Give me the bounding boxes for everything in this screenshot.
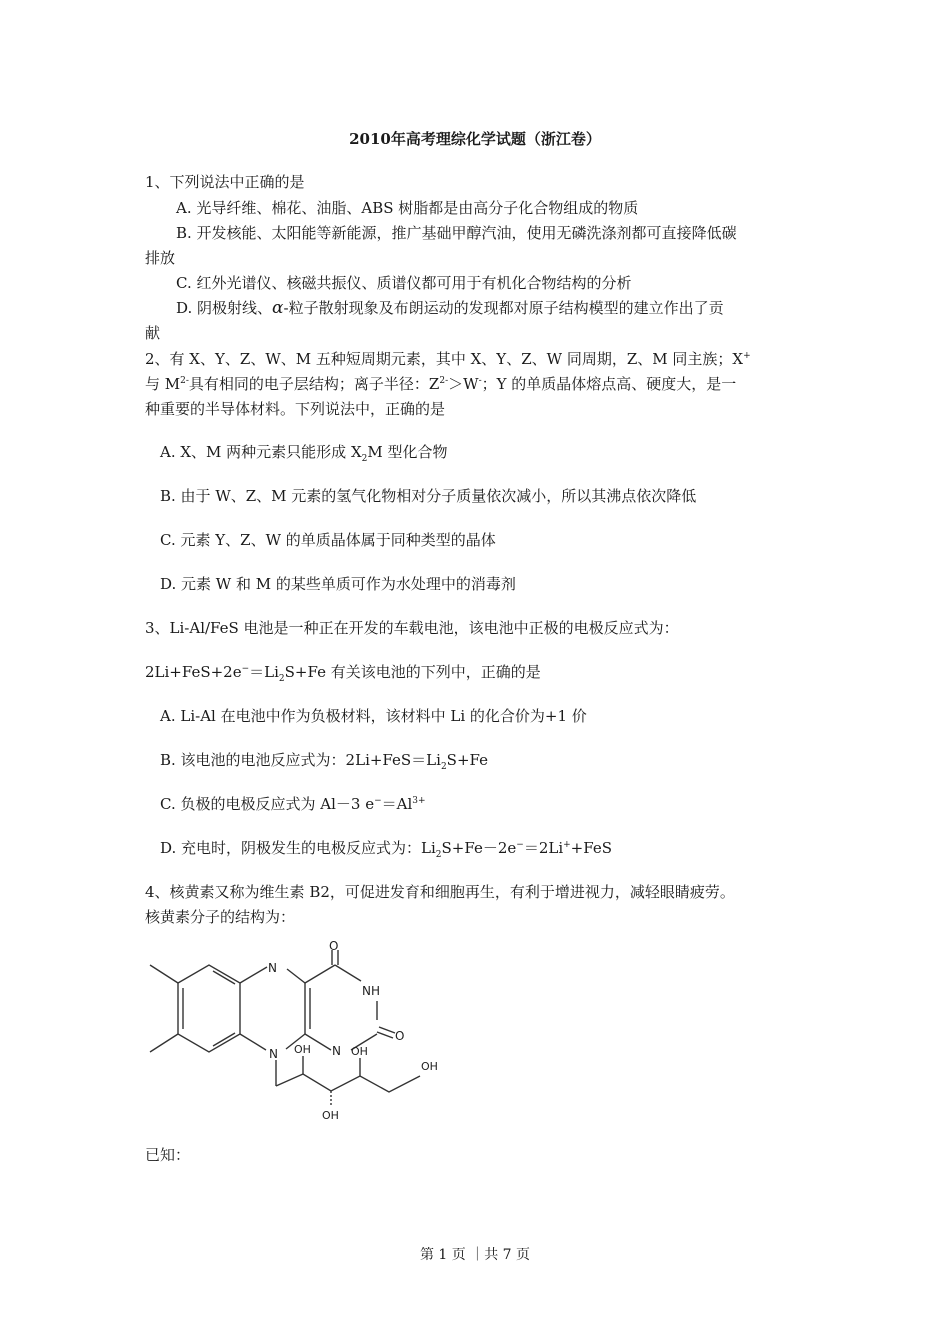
riboflavin-structure-diagram xyxy=(145,938,455,1123)
q3-option-c: C. 负极的电极反应式为 Al－3 $e^-=Al^{3+}$ xyxy=(160,795,426,813)
q2-option-a: A. X、M 两种元素只能形成 $X_2M$ 型化合物 xyxy=(160,443,448,464)
q1-option-d-line2: 献 xyxy=(145,324,161,342)
alpha-symbol: α xyxy=(272,298,284,318)
q2-stem-line3: 种重要的半导体材料。下列说法中，正确的是 xyxy=(145,400,446,418)
q4-known: 已知： xyxy=(145,1146,191,1164)
q3-stem-line1: 3、Li-Al/FeS 电池是一种正在开发的车载电池，该电池中正极的电极反应式为： xyxy=(145,619,679,637)
q4-stem-line1: 4、核黄素又称为维生素 B2，可促进发育和细胞再生，有利于增进视力，减轻眼睛疲劳。 xyxy=(145,883,735,901)
q3-stem-line2: $2Li+FeS+2e^-=Li_2S+Fe$ 有关该电池的下列中，正确的是 xyxy=(145,663,541,684)
q2-stem-line2: 与 $M^{2-}$具有相同的电子层结构；离子半径：$Z^{2-}>W^-$；Y 的单质晶体熔点高、硬度大，是一 xyxy=(145,375,737,393)
q2-stem-line1: 2、有 X、Y、Z、W、M 五种短周期元素，其中 X、Y、Z、W 同周期，Z、M 同主族；X+ xyxy=(145,350,751,368)
structure-n-bottom: N xyxy=(269,1047,278,1061)
q2-option-b: B. 由于 W、Z、M 元素的氢气化物相对分子质量依次减小，所以其沸点依次降低 xyxy=(160,487,697,505)
q1-option-b-line2: 排放 xyxy=(145,249,176,267)
q1-option-b-line1: B. 开发核能、太阳能等新能源，推广基础甲醇汽油，使用无磷洗涤剂都可直接降低碳 xyxy=(176,224,737,242)
structure-n-top: N xyxy=(268,961,277,975)
q3-option-a: A. Li-Al 在电池中作为负极材料，该材料中 Li 的化合价为+1 价 xyxy=(160,707,587,725)
page-footer: 第 1 页 ｜共 7 页 xyxy=(419,1247,531,1263)
structure-oh-4: OH xyxy=(322,1109,339,1122)
q4-stem-line2: 核黄素分子的结构为： xyxy=(145,908,296,926)
structure-oh-1: OH xyxy=(294,1043,311,1056)
page-title: 2010年高考理综化学试题（浙江卷） xyxy=(349,130,601,148)
q2-option-d: D. 元素 W 和 M 的某些单质可作为水处理中的消毒剂 xyxy=(160,575,516,593)
structure-o-right: O xyxy=(395,1029,405,1043)
q1-option-d-line1: D. 阴极射线、α-粒子散射现象及布朗运动的发现都对原子结构模型的建立作出了贡 xyxy=(176,298,724,318)
structure-nh: NH xyxy=(362,984,380,998)
structure-oh-3: OH xyxy=(421,1060,438,1073)
q1-option-c: C. 红外光谱仪、核磁共振仪、质谱仪都可用于有机化合物结构的分析 xyxy=(176,274,632,292)
q3-option-b: B. 该电池的电池反应式为：$2Li+FeS=Li_2S+Fe$ xyxy=(160,751,488,772)
q3-option-d: D. 充电时，阴极发生的电极反应式为：$Li_2S+Fe-2e^-=2Li^++FeS$ xyxy=(160,839,612,860)
structure-oh-2: OH xyxy=(351,1045,368,1058)
structure-o-top: O xyxy=(329,939,339,953)
q2-option-c: C. 元素 Y、Z、W 的单质晶体属于同种类型的晶体 xyxy=(160,531,496,549)
q1-stem: 1、下列说法中正确的是 xyxy=(145,173,305,191)
structure-n-mid: N xyxy=(332,1044,341,1058)
q1-option-a: A. 光导纤维、棉花、油脂、ABS 树脂都是由高分子化合物组成的物质 xyxy=(176,199,639,217)
